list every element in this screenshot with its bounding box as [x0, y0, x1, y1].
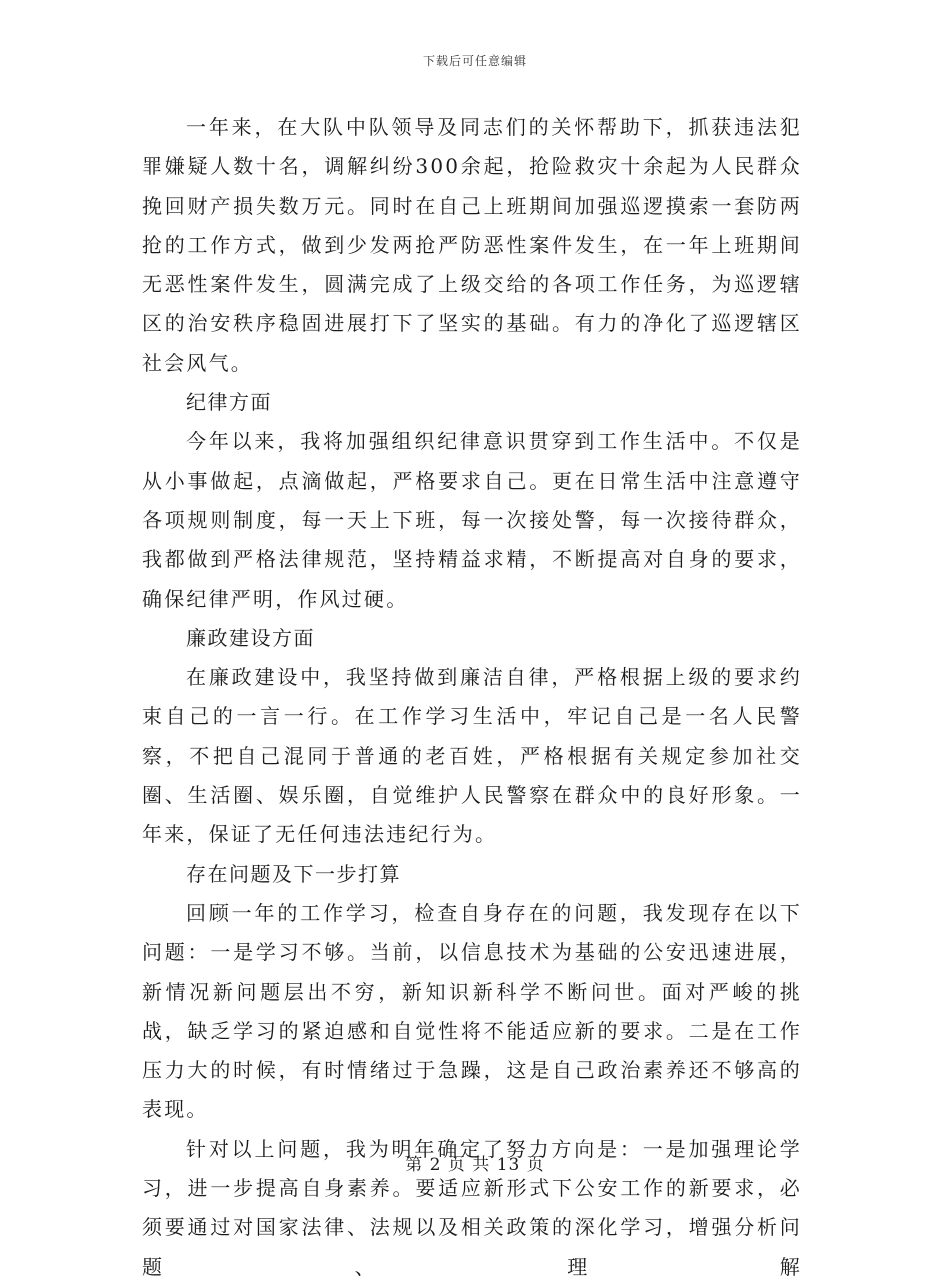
page-header: 下载后可任意编辑 — [422, 54, 527, 68]
section-heading-problems-plans: 存在问题及下一步打算 — [186, 861, 401, 886]
document-body — [142, 108, 802, 1287]
paragraph-integrity: 在廉政建设中，我坚持做到廉洁自律，严格根据上级的要求约束自己的一言一行。在工作学习生活中，牢记自己是一名人民警察，不把自己混同于普通的老百姓，严格根据有关规定参加社交圈、生活圈、娱乐圈，自觉维护人民警察在群众中的良好形象。一年来，保证了无任何违法违纪行为。 — [142, 665, 802, 847]
page-number-footer: 第 2 页 共 13 页 — [405, 1155, 545, 1175]
paragraph-problems: 回顾一年的工作学习，检查自身存在的问题，我发现存在以下问题：一是学习不够。当前，以信息技术为基础的公安迅速进展，新情况新问题层出不穷，新知识新科学不断问世。面对严峻的挑战，缺乏学习的紧迫感和自觉性将不能适应新的要求。二是在工作压力大的时候，有时情绪过于急躁，这是自己政治素养还不够高的表现。 — [142, 900, 802, 1122]
section-heading-integrity: 廉政建设方面 — [186, 625, 315, 650]
paragraph-work-results: 一年来，在大队中队领导及同志们的关怀帮助下，抓获违法犯罪嫌疑人数十名，调解纠纷300余起，抢险救灾十余起为人民群众挽回财产损失数万元。同时在自己上班期间加强巡逻摸索一套防两抢的工作方式，做到少发两抢严防恶性案件发生，在一年上班期间无恶性案件发生，圆满完成了上级交给的各项工作任务，为巡逻辖区的治安秩序稳固进展打下了坚实的基础。有力的净化了巡逻辖区社会风气。 — [142, 115, 802, 375]
paragraph-plans: 针对以上问题，我为明年确定了努力方向是：一是加强理论学习，进一步提高自身素养。要适应新形式下公安工作的新要求，必须要通过对国家法律、法规以及相关政策的深化学习，增强分析问题、理解 — [142, 1136, 802, 1279]
paragraph-discipline: 今年以来，我将加强组织纪律意识贯穿到工作生活中。不仅是从小事做起，点滴做起，严格要求自己。更在日常生活中注意遵守各项规则制度，每一天上下班，每一次接处警，每一次接待群众，我都做到严格法律规范，坚持精益求精，不断提高对自身的要求，确保纪律严明，作风过硬。 — [142, 429, 802, 611]
section-heading-discipline: 纪律方面 — [186, 390, 272, 415]
